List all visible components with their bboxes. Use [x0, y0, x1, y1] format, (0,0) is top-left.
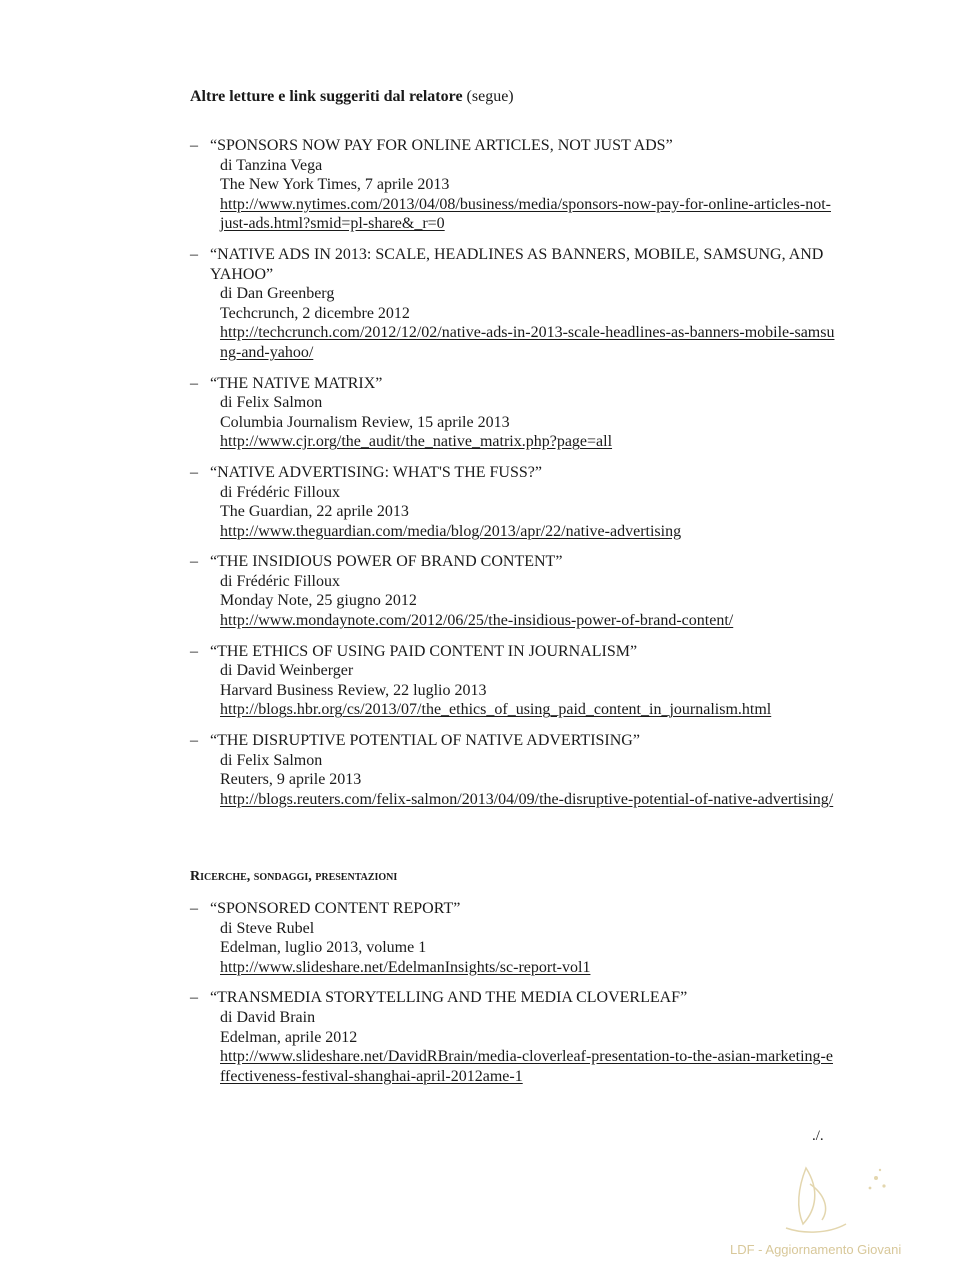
reference-author: di Felix Salmon [220, 394, 323, 412]
page-continuation-mark: ./. [812, 1128, 824, 1144]
reference-source: The New York Times, 7 aprile 2013 [220, 176, 450, 194]
list-dash: – [190, 374, 198, 392]
reference-link[interactable]: http://blogs.hbr.org/cs/2013/07/the_ethics_of_using_paid_content_in_journalism.html [220, 701, 772, 719]
reference-entry [190, 899, 870, 977]
reference-title: “NATIVE ADS IN 2013: SCALE, HEADLINES AS BANNERS, MOBILE, SAMSUNG, AND YAHOO” [210, 245, 824, 283]
reference-source: Harvard Business Review, 22 luglio 2013 [220, 681, 487, 699]
reference-entry [190, 136, 870, 234]
reference-entry [190, 552, 870, 630]
reference-source: Reuters, 9 aprile 2013 [220, 771, 362, 789]
list-dash: – [190, 732, 198, 750]
page-heading [190, 88, 514, 106]
reference-source: Edelman, luglio 2013, volume 1 [220, 939, 427, 957]
reference-link[interactable]: http://www.nytimes.com/2013/04/08/business/media/sponsors-now-pay-for-online-articles-not-just-ads.html?smid=pl-share&_r=0 [220, 195, 831, 233]
heading-suffix: (segue) [466, 88, 514, 105]
reference-entry [190, 374, 870, 452]
reference-title: “THE INSIDIOUS POWER OF BRAND CONTENT” [210, 553, 563, 571]
list-dash: – [190, 553, 198, 571]
reference-link[interactable]: http://www.cjr.org/the_audit/the_native_matrix.php?page=all [220, 433, 613, 451]
reference-source: Techcrunch, 2 dicembre 2012 [220, 304, 410, 322]
reference-entry [190, 731, 870, 809]
reference-link[interactable]: http://www.mondaynote.com/2012/06/25/the-insidious-power-of-brand-content/ [220, 612, 734, 630]
reference-title: “TRANSMEDIA STORYTELLING AND THE MEDIA CLOVERLEAF” [210, 989, 688, 1007]
reference-entry [190, 988, 870, 1086]
reference-source: Columbia Journalism Review, 15 aprile 2013 [220, 413, 510, 431]
brand-footer: LDF - Aggiornamento Giovani [730, 1242, 902, 1257]
section-title: Ricerche, sondaggi, presentazioni [190, 869, 398, 884]
reference-link[interactable]: http://techcrunch.com/2012/12/02/native-ads-in-2013-scale-headlines-as-banners-mobile-samsung-and-yahoo/ [220, 324, 835, 361]
reference-link[interactable]: http://blogs.reuters.com/felix-salmon/2013/04/09/the-disruptive-potential-of-native-advertising/ [220, 790, 834, 808]
list-dash: – [190, 137, 198, 154]
reference-title: “THE DISRUPTIVE POTENTIAL OF NATIVE ADVERTISING” [210, 732, 640, 750]
heading-title: Altre letture e link suggeriti dal relatore [190, 88, 463, 105]
reference-source: Monday Note, 25 giugno 2012 [220, 592, 417, 610]
reference-entry [190, 245, 870, 363]
reference-author: di Steve Rubel [220, 919, 315, 937]
reference-author: di Felix Salmon [220, 751, 323, 769]
list-dash: – [190, 245, 198, 263]
reference-author: di Frédéric Filloux [220, 483, 340, 501]
reference-title: “SPONSORED CONTENT REPORT” [210, 900, 461, 917]
reference-source: The Guardian, 22 aprile 2013 [220, 503, 409, 521]
list-dash: – [190, 463, 198, 481]
reference-title: “NATIVE ADVERTISING: WHAT'S THE FUSS?” [210, 463, 542, 481]
research-list [190, 899, 870, 1097]
sailboat-logo-icon [758, 1158, 908, 1238]
reference-source: Edelman, aprile 2012 [220, 1028, 358, 1046]
list-dash: – [190, 900, 198, 917]
reference-author: di Dan Greenberg [220, 285, 335, 303]
reference-link[interactable]: http://www.slideshare.net/EdelmanInsights/sc-report-vol1 [220, 958, 591, 976]
list-dash: – [190, 989, 198, 1007]
reference-entry [190, 642, 870, 720]
reference-author: di Tanzina Vega [220, 156, 323, 174]
reference-author: di David Brain [220, 1008, 316, 1026]
reference-title: “SPONSORS NOW PAY FOR ONLINE ARTICLES, NOT JUST ADS” [210, 137, 673, 154]
reference-title: “THE NATIVE MATRIX” [210, 374, 383, 392]
reference-author: di David Weinberger [220, 662, 354, 680]
reference-entry [190, 463, 870, 541]
reference-link[interactable]: http://www.slideshare.net/DavidRBrain/media-cloverleaf-presentation-to-the-asian-marketing-effectiveness-festival-shanghai-april-2012ame-1 [220, 1048, 833, 1085]
reference-author: di Frédéric Filloux [220, 572, 340, 590]
readings-list [190, 136, 870, 820]
reference-title: “THE ETHICS OF USING PAID CONTENT IN JOURNALISM” [210, 642, 638, 660]
reference-link[interactable]: http://www.theguardian.com/media/blog/2013/apr/22/native-advertising [220, 522, 682, 540]
list-dash: – [190, 642, 198, 660]
